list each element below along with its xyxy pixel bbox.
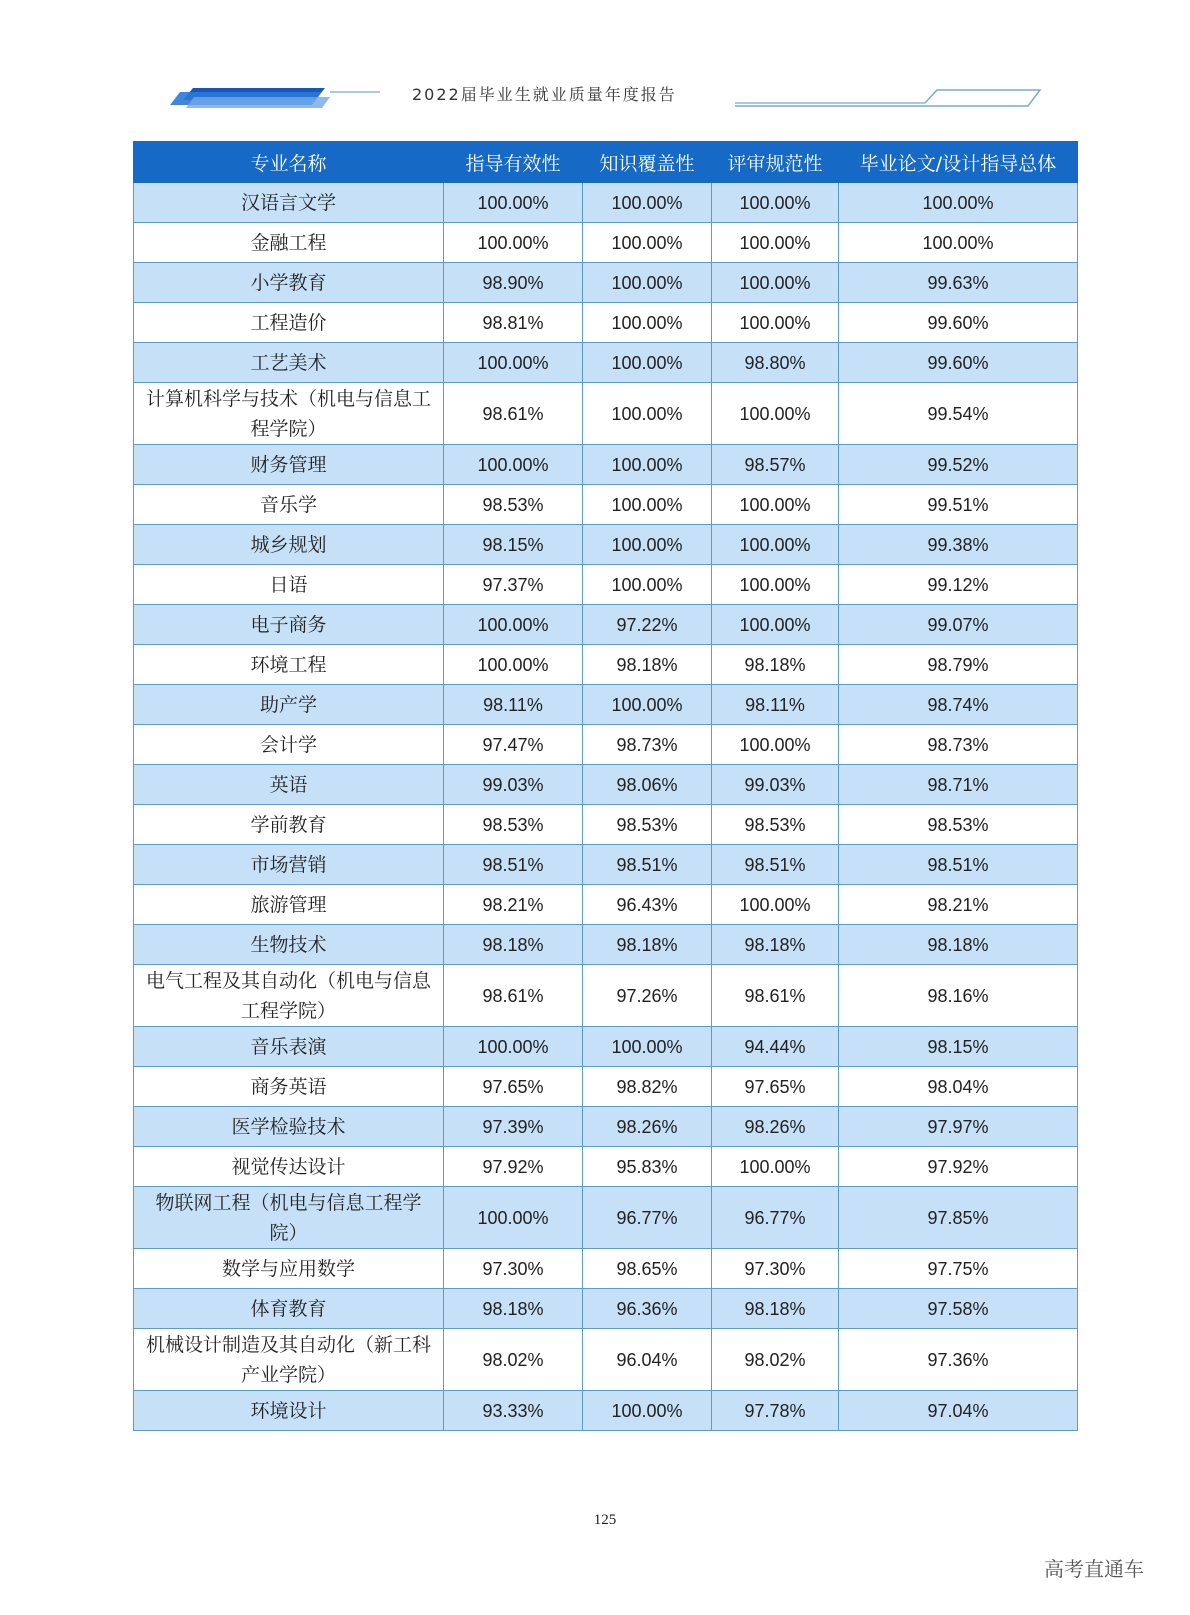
major-cell: 英语 — [134, 765, 444, 805]
overall-guidance-cell: 98.73% — [839, 725, 1078, 765]
table-row — [134, 445, 1078, 485]
major-cell: 环境工程 — [134, 645, 444, 685]
review-standardization-cell: 98.61% — [712, 965, 839, 1027]
knowledge-coverage-cell: 100.00% — [583, 485, 712, 525]
knowledge-coverage-cell: 95.83% — [583, 1147, 712, 1187]
review-standardization-cell: 100.00% — [712, 485, 839, 525]
guidance-effectiveness-cell: 98.61% — [444, 965, 583, 1027]
review-standardization-cell: 100.00% — [712, 885, 839, 925]
guidance-effectiveness-cell: 98.18% — [444, 1289, 583, 1329]
knowledge-coverage-cell: 100.00% — [583, 1391, 712, 1431]
guidance-effectiveness-cell: 98.02% — [444, 1329, 583, 1391]
major-cell: 体育教育 — [134, 1289, 444, 1329]
overall-guidance-cell: 98.16% — [839, 965, 1078, 1027]
major-cell: 机械设计制造及其自动化（新工科产业学院） — [134, 1329, 444, 1391]
watermark: 高考直通车 — [1044, 1557, 1144, 1581]
review-standardization-cell: 100.00% — [712, 1147, 839, 1187]
guidance-effectiveness-cell: 97.47% — [444, 725, 583, 765]
table-row — [134, 263, 1078, 303]
table-row — [134, 725, 1078, 765]
overall-guidance-cell: 99.60% — [839, 303, 1078, 343]
major-cell: 计算机科学与技术（机电与信息工程学院） — [134, 383, 444, 445]
review-standardization-cell: 100.00% — [712, 725, 839, 765]
review-standardization-cell: 96.77% — [712, 1187, 839, 1249]
table-row — [134, 183, 1078, 223]
overall-guidance-cell: 98.15% — [839, 1027, 1078, 1067]
overall-guidance-cell: 98.53% — [839, 805, 1078, 845]
review-standardization-cell: 98.80% — [712, 343, 839, 383]
knowledge-coverage-cell: 96.43% — [583, 885, 712, 925]
guidance-effectiveness-cell: 98.53% — [444, 805, 583, 845]
review-standardization-cell: 100.00% — [712, 223, 839, 263]
review-standardization-cell: 100.00% — [712, 565, 839, 605]
guidance-effectiveness-cell: 100.00% — [444, 223, 583, 263]
review-standardization-cell: 98.57% — [712, 445, 839, 485]
review-standardization-cell: 98.53% — [712, 805, 839, 845]
table-row — [134, 1147, 1078, 1187]
review-standardization-cell: 98.51% — [712, 845, 839, 885]
table-header-row — [134, 142, 1078, 183]
review-standardization-cell: 100.00% — [712, 263, 839, 303]
overall-guidance-cell: 99.12% — [839, 565, 1078, 605]
knowledge-coverage-cell: 98.73% — [583, 725, 712, 765]
table-row — [134, 1391, 1078, 1431]
guidance-effectiveness-cell: 98.18% — [444, 925, 583, 965]
column-header-knowledge-coverage: 知识覆盖性 — [583, 142, 712, 183]
table-row — [134, 1027, 1078, 1067]
major-cell: 财务管理 — [134, 445, 444, 485]
knowledge-coverage-cell: 100.00% — [583, 445, 712, 485]
table-row — [134, 805, 1078, 845]
table-row — [134, 965, 1078, 1027]
overall-guidance-cell: 97.36% — [839, 1329, 1078, 1391]
overall-guidance-cell: 97.85% — [839, 1187, 1078, 1249]
overall-guidance-cell: 99.07% — [839, 605, 1078, 645]
table-row — [134, 685, 1078, 725]
guidance-effectiveness-cell: 100.00% — [444, 445, 583, 485]
major-cell: 生物技术 — [134, 925, 444, 965]
guidance-effectiveness-cell: 100.00% — [444, 183, 583, 223]
table-row — [134, 1289, 1078, 1329]
overall-guidance-cell: 100.00% — [839, 183, 1078, 223]
review-standardization-cell: 98.18% — [712, 925, 839, 965]
guidance-effectiveness-cell: 98.21% — [444, 885, 583, 925]
table-row — [134, 885, 1078, 925]
overall-guidance-cell: 98.51% — [839, 845, 1078, 885]
page-number: 125 — [593, 1512, 617, 1528]
table-row — [134, 223, 1078, 263]
review-standardization-cell: 98.18% — [712, 645, 839, 685]
knowledge-coverage-cell: 100.00% — [583, 303, 712, 343]
overall-guidance-cell: 99.51% — [839, 485, 1078, 525]
major-cell: 城乡规划 — [134, 525, 444, 565]
major-cell: 商务英语 — [134, 1067, 444, 1107]
review-standardization-cell: 99.03% — [712, 765, 839, 805]
major-cell: 音乐表演 — [134, 1027, 444, 1067]
table-row — [134, 845, 1078, 885]
major-cell: 小学教育 — [134, 263, 444, 303]
guidance-effectiveness-cell: 98.53% — [444, 485, 583, 525]
major-cell: 数学与应用数学 — [134, 1249, 444, 1289]
overall-guidance-cell: 98.74% — [839, 685, 1078, 725]
guidance-effectiveness-cell: 98.81% — [444, 303, 583, 343]
knowledge-coverage-cell: 100.00% — [583, 183, 712, 223]
header-banner-graphic — [0, 0, 1190, 130]
guidance-effectiveness-cell: 97.39% — [444, 1107, 583, 1147]
table-row — [134, 1329, 1078, 1391]
guidance-effectiveness-cell: 97.37% — [444, 565, 583, 605]
guidance-effectiveness-cell: 100.00% — [444, 645, 583, 685]
table-row — [134, 605, 1078, 645]
knowledge-coverage-cell: 97.26% — [583, 965, 712, 1027]
overall-guidance-cell: 97.92% — [839, 1147, 1078, 1187]
guidance-effectiveness-cell: 93.33% — [444, 1391, 583, 1431]
guidance-effectiveness-cell: 97.65% — [444, 1067, 583, 1107]
table-row — [134, 343, 1078, 383]
review-standardization-cell: 98.18% — [712, 1289, 839, 1329]
guidance-effectiveness-cell: 97.92% — [444, 1147, 583, 1187]
guidance-effectiveness-cell: 100.00% — [444, 1027, 583, 1067]
knowledge-coverage-cell: 97.22% — [583, 605, 712, 645]
guidance-effectiveness-cell: 97.30% — [444, 1249, 583, 1289]
major-cell: 汉语言文学 — [134, 183, 444, 223]
knowledge-coverage-cell: 100.00% — [583, 263, 712, 303]
table-row — [134, 525, 1078, 565]
guidance-effectiveness-cell: 98.15% — [444, 525, 583, 565]
overall-guidance-cell: 97.75% — [839, 1249, 1078, 1289]
table-row — [134, 303, 1078, 343]
table-row — [134, 645, 1078, 685]
guidance-effectiveness-cell: 98.61% — [444, 383, 583, 445]
knowledge-coverage-cell: 100.00% — [583, 343, 712, 383]
table-row — [134, 485, 1078, 525]
review-standardization-cell: 98.26% — [712, 1107, 839, 1147]
knowledge-coverage-cell: 98.51% — [583, 845, 712, 885]
overall-guidance-cell: 99.63% — [839, 263, 1078, 303]
overall-guidance-cell: 100.00% — [839, 223, 1078, 263]
table-row — [134, 1107, 1078, 1147]
review-standardization-cell: 100.00% — [712, 303, 839, 343]
knowledge-coverage-cell: 98.18% — [583, 925, 712, 965]
overall-guidance-cell: 97.04% — [839, 1391, 1078, 1431]
knowledge-coverage-cell: 98.65% — [583, 1249, 712, 1289]
guidance-effectiveness-cell: 99.03% — [444, 765, 583, 805]
knowledge-coverage-cell: 98.18% — [583, 645, 712, 685]
guidance-effectiveness-cell: 100.00% — [444, 605, 583, 645]
major-cell: 电子商务 — [134, 605, 444, 645]
major-cell: 视觉传达设计 — [134, 1147, 444, 1187]
review-standardization-cell: 100.00% — [712, 605, 839, 645]
review-standardization-cell: 97.65% — [712, 1067, 839, 1107]
major-cell: 旅游管理 — [134, 885, 444, 925]
guidance-effectiveness-cell: 98.90% — [444, 263, 583, 303]
review-standardization-cell: 100.00% — [712, 383, 839, 445]
overall-guidance-cell: 99.60% — [839, 343, 1078, 383]
knowledge-coverage-cell: 100.00% — [583, 383, 712, 445]
overall-guidance-cell: 97.58% — [839, 1289, 1078, 1329]
column-header-review-standardization: 评审规范性 — [712, 142, 839, 183]
knowledge-coverage-cell: 100.00% — [583, 685, 712, 725]
knowledge-coverage-cell: 98.06% — [583, 765, 712, 805]
table-row — [134, 1187, 1078, 1249]
knowledge-coverage-cell: 96.04% — [583, 1329, 712, 1391]
knowledge-coverage-cell: 98.53% — [583, 805, 712, 845]
major-cell: 金融工程 — [134, 223, 444, 263]
page-header — [0, 0, 1190, 130]
knowledge-coverage-cell: 98.82% — [583, 1067, 712, 1107]
major-cell: 医学检验技术 — [134, 1107, 444, 1147]
table-row — [134, 1249, 1078, 1289]
major-cell: 助产学 — [134, 685, 444, 725]
review-standardization-cell: 98.02% — [712, 1329, 839, 1391]
table-row — [134, 383, 1078, 445]
table-row — [134, 925, 1078, 965]
knowledge-coverage-cell: 100.00% — [583, 223, 712, 263]
overall-guidance-cell: 99.54% — [839, 383, 1078, 445]
major-cell: 环境设计 — [134, 1391, 444, 1431]
knowledge-coverage-cell: 100.00% — [583, 525, 712, 565]
overall-guidance-cell: 99.38% — [839, 525, 1078, 565]
guidance-effectiveness-cell: 100.00% — [444, 1187, 583, 1249]
overall-guidance-cell: 99.52% — [839, 445, 1078, 485]
table-row — [134, 1067, 1078, 1107]
overall-guidance-cell: 98.18% — [839, 925, 1078, 965]
major-cell: 物联网工程（机电与信息工程学院） — [134, 1187, 444, 1249]
overall-guidance-cell: 98.21% — [839, 885, 1078, 925]
major-cell: 会计学 — [134, 725, 444, 765]
overall-guidance-cell: 97.97% — [839, 1107, 1078, 1147]
knowledge-coverage-cell: 100.00% — [583, 565, 712, 605]
major-cell: 日语 — [134, 565, 444, 605]
column-header-major: 专业名称 — [134, 142, 444, 183]
major-cell: 电气工程及其自动化（机电与信息工程学院） — [134, 965, 444, 1027]
knowledge-coverage-cell: 96.36% — [583, 1289, 712, 1329]
guidance-effectiveness-cell: 100.00% — [444, 343, 583, 383]
thesis-guidance-table — [133, 141, 1078, 1431]
major-cell: 学前教育 — [134, 805, 444, 845]
knowledge-coverage-cell: 100.00% — [583, 1027, 712, 1067]
table-row — [134, 765, 1078, 805]
knowledge-coverage-cell: 96.77% — [583, 1187, 712, 1249]
review-standardization-cell: 94.44% — [712, 1027, 839, 1067]
guidance-effectiveness-cell: 98.11% — [444, 685, 583, 725]
major-cell: 音乐学 — [134, 485, 444, 525]
report-title: 2022届毕业生就业质量年度报告 — [412, 85, 677, 104]
review-standardization-cell: 97.30% — [712, 1249, 839, 1289]
review-standardization-cell: 100.00% — [712, 525, 839, 565]
major-cell: 市场营销 — [134, 845, 444, 885]
review-standardization-cell: 100.00% — [712, 183, 839, 223]
overall-guidance-cell: 98.79% — [839, 645, 1078, 685]
major-cell: 工程造价 — [134, 303, 444, 343]
table-row — [134, 565, 1078, 605]
column-header-guidance-effectiveness: 指导有效性 — [444, 142, 583, 183]
knowledge-coverage-cell: 98.26% — [583, 1107, 712, 1147]
major-cell: 工艺美术 — [134, 343, 444, 383]
column-header-overall-guidance: 毕业论文/设计指导总体 — [839, 142, 1078, 183]
guidance-effectiveness-cell: 98.51% — [444, 845, 583, 885]
review-standardization-cell: 98.11% — [712, 685, 839, 725]
review-standardization-cell: 97.78% — [712, 1391, 839, 1431]
overall-guidance-cell: 98.04% — [839, 1067, 1078, 1107]
overall-guidance-cell: 98.71% — [839, 765, 1078, 805]
